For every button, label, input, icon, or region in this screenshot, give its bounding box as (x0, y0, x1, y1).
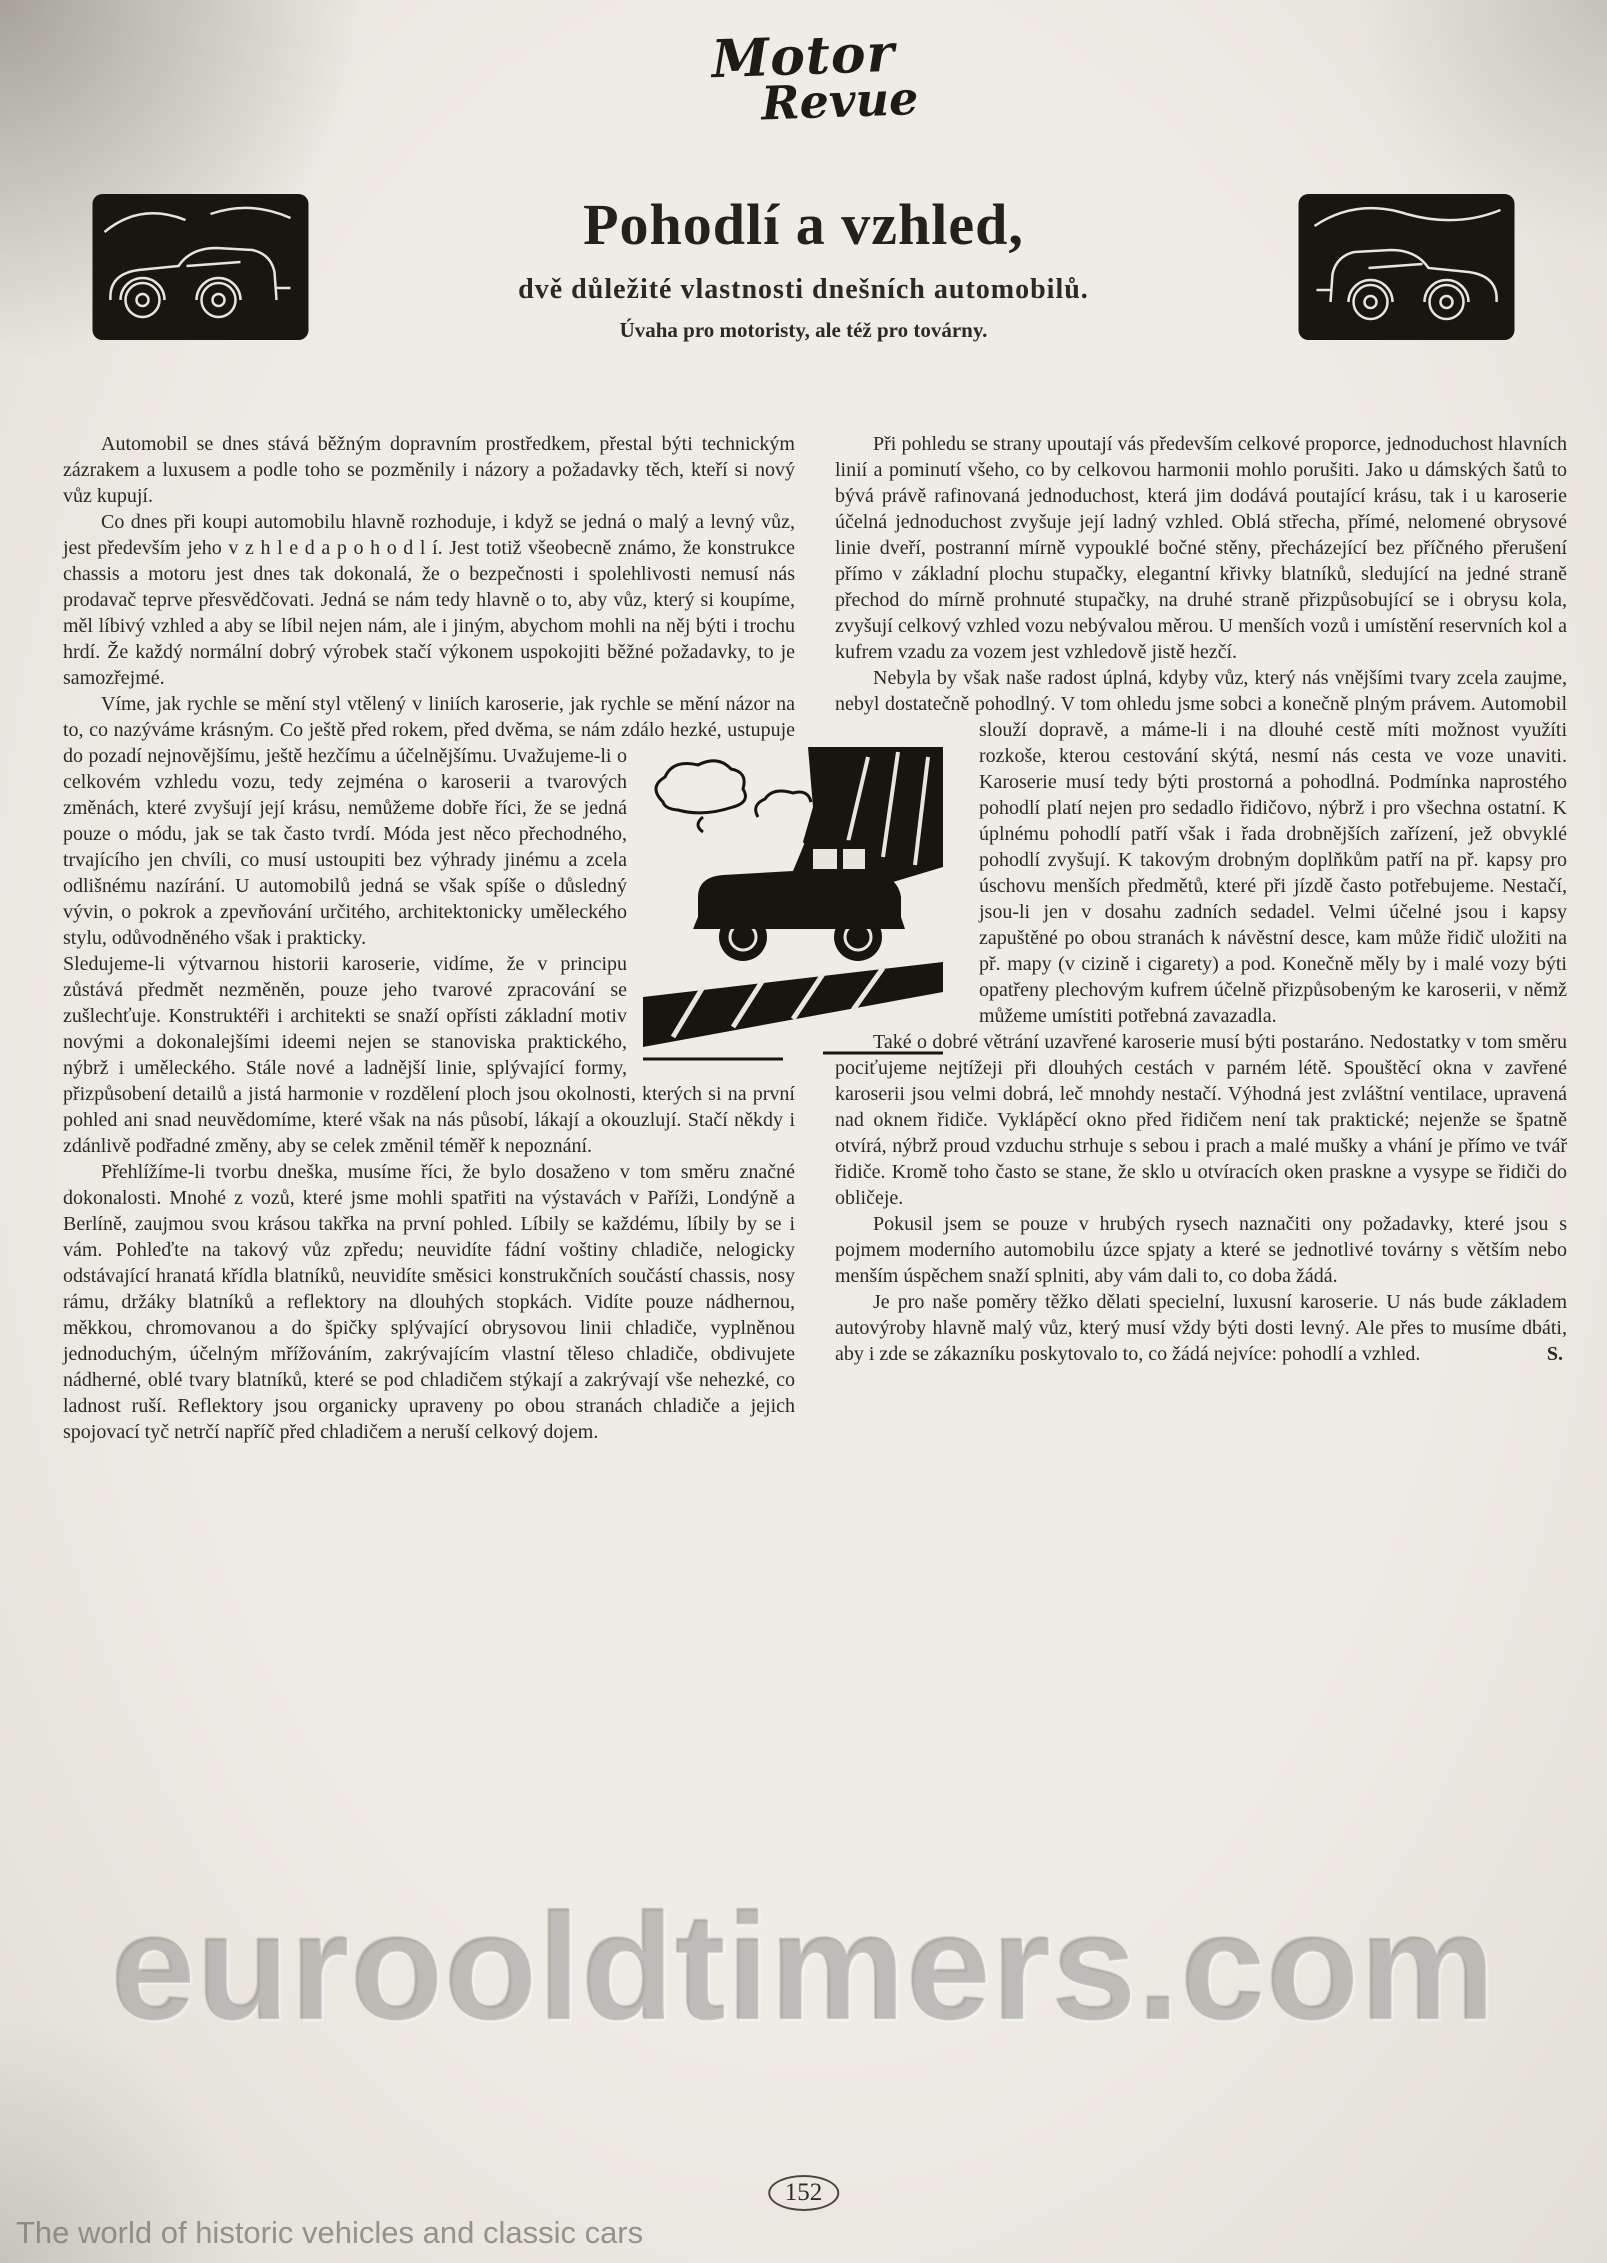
paragraph-text: Víme, jak rychle se mění styl vtělený v liniích karoserie, jak rychle se mění názor na to, co nazýváme krásným. Co ještě před rokem, před dvěma, se nám zdálo hezké, ustupuje do pozadí nejnovějšímu, (63, 693, 795, 767)
car-vignette-left (88, 192, 313, 342)
logo-line-motor: Motor (710, 22, 896, 91)
article-subtitle: dvě důležité vlastnosti dnešních automobilů. (518, 274, 1089, 305)
article-tagline: Úvaha pro motoristy, ale též pro továrny. (619, 318, 988, 342)
illustration-wrap-spacer (835, 717, 965, 1017)
article-body (0, 431, 1607, 1445)
column-right (835, 431, 1567, 1445)
paragraph: Co dnes při koupi automobilu hlavně rozhoduje, i když se jedná o malý a levný vůz, jest především jeho v z h l e d a p o h o d l í. Jest totiž všeobecně známo, že konstrukce chassis a motoru jest dnes tak dokonalá, že o bezpečnosti i spolehlivosti nemusí nás prodavač teprve přesvědčovati. Jedná se nám tedy hlavně o to, aby vůz, který si koupíme, měl líbivý vzhled a aby se líbil nejen nám, ale i jiným, abychom mohli na něj býti i trochu hrdí. Že každý normální dobrý výrobek stačí výkonem uspokojiti běžné požadavky, to je samozřejmé. (63, 511, 795, 689)
paragraph-text: Je pro naše poměry těžko dělati specielní, luxusní karoserie. U nás bude základem autovýroby hlavně malý vůz, který musí vždy býti dosti levný. Ale přes to musíme dbáti, aby i zde se zákazníku poskytovalo to, co žádá nejvíce: pohodlí a vzhled. (835, 1291, 1567, 1365)
paragraph: Automobil se dnes stává běžným dopravním prostředkem, přestal býti technickým zázrakem a luxusem a podle toho se pozměnily i názory a požadavky těch, kteří si nový vůz kupují. (63, 433, 795, 507)
car-vignette-right (1294, 192, 1519, 342)
paragraph (835, 1289, 1567, 1367)
magazine-logo (0, 0, 1607, 157)
logo-line-revue: Revue (760, 71, 920, 131)
paragraph: Pokusil jsem se pouze v hrubých rysech naznačiti ony požadavky, které jsou s pojmem moderního automobilu úzce spjaty a které se jednotlivé továrny s větším nebo menším úspěchem snaží splniti, aby vám dali to, co doba žádá. (835, 1213, 1567, 1287)
title-row (0, 191, 1607, 343)
article-title: Pohodlí a vzhled, (583, 192, 1024, 257)
paragraph: Sledujeme-li výtvarnou historii karoserie, vidíme, že v principu zůstává předmět nezměněn, pouze jeho tvarové zpracování se zušlechťuje. Konstruktéři i architekti se snaží opřísti základní motiv novými a dokonalejšími ideemi nejen se stanoviska praktického, nýbrž i uměleckého. Stále nové a ladnější linie, splývající formy, přizpůsobení detailů a jistá harmonie v rozdělení ploch jsou okolnosti, kterých si na první pohled ani snad neuvědomíme, které však na nás působí, lákají a okouzlují. Stačí někdy i zdánlivě podřadné změny, aby se celek změnil téměř k nepoznání. (63, 953, 795, 1157)
paragraph (63, 691, 795, 951)
paragraph: Také o dobré větrání uzavřené karoserie musí býti postaráno. Nedostatky v tom směru pociťujeme nejtížeji při dlouhých cestách v parném létě. Spouštěcí okna v zavřené karoserii jsou velmi dobrá, leč mnohdy nestačí. Výhodná jest zvláštní ventilace, upravená nad oknem řidiče. Vyklápěcí okno před řidičem není tak praktické; nejenže se špatně otvírá, nýbrž proud vzduchu strhuje s sebou i prach a malé mušky a vhání je přímo ve tvář řidiče. Kromě toho často se stane, že sklo u otvíracích oken praskne a vysype se řidiči do obličeje. (835, 1031, 1567, 1209)
title-block (341, 191, 1266, 343)
page-number: 152 (768, 2175, 840, 2211)
paragraph (835, 665, 1567, 1029)
paragraph-text: Nebyla by však naše radost úplná, kdyby vůz, který nás vnějšími tvary zcela zaujme, nebyl dostatečně pohodlný. V tom ohledu jsme sobci a konečně plným právem. Automobil slouží dopravě, a máme-li (835, 667, 1567, 741)
paragraph: Při pohledu se strany upoutají vás především celkové proporce, jednoduchost hlavních linií a pominutí všeho, co by celkovou harmonii mohlo porušiti. Jako u dámských šatů to bývá právě rafinovaná jednoduchost, která jim dodává poutající krásu, tak i u karoserie účelná jednoduchost zvyšuje její ladný vzhled. Oblá střecha, přímé, nelomené obrysové linie dveří, postranní mírně vypouklé bočné stěny, přecházející bez příčného přerušení přímo v základní plochu stupačky, elegantní křivky blatníků, sledující na jedné straně přechod do mírně prohnuté stupačky, na druhé straně přizpůsobující se i obrysu kola, zvyšují celkový vzhled vozu nebývalou měrou. U menších vozů i umístění reservních kol a kufrem vzadu za vozem jest vzhledově jistě hezčí. (835, 433, 1567, 663)
paragraph-text: ještě hezčímu a účelnějšímu. Uvažujeme-li o celkovém vzhledu vozu, tedy zejména o karoserii a tvarových změnách, které zvyšují její krásu, nemůžeme dobře říci, že se jedná pouze o módu, jak se tak často tvrdí. Móda jest něco přechodného, trvajícího jen chvíli, co musí ustoupiti bez výhrady jinému a zcela odlišnému nazírání. U automobilů jedná se však spíše o důsledný vývin, o pokrok a zpevňování určitého, architektonicky uměleckého stylu, odůvodněného však i prakticky. (63, 745, 628, 949)
paragraph: Přehlížíme-li tvorbu dneška, musíme říci, že bylo dosaženo v tom směru značné dokonalosti. Mnohé z vozů, které jsme mohli spatřiti na výstavách v Paříži, Londýně a Berlíně, zaujmou svou krásou takřka na první pohled. Líbily se každému, líbily by se i vám. Pohleďte na takový vůz zpředu; neuvidíte fádní voštiny chladiče, nelogicky odstávající hranatá křídla blatníků, neuvidíte směsici konstrukčních součástí chassis, nosy rámu, držáky blatníků a reflektory na dlouhých stopkách. Vidíte pouze nádhernou, měkkou, chromovanou a do špičky splývající obrysovou linii chladiče, vyplněnou jednoduchým, účelným mřížováním, zakrývajícím vlastní těleso chladiče, obdivujete nádherné, oblé tvary blatníků, které se pod chladičem stýkají a zakrývají vše nehezké, co ladnost ruší. Reflektory jsou organicky upraveny po obou stranách chladiče a jejich spojovací tyč netrčí napříč před chladičem a neruší celkový dojem. (63, 1161, 795, 1443)
watermark-slogan: The world of historic vehicles and classic cars (16, 2215, 644, 2250)
author-signature: S. (1546, 1343, 1563, 1365)
paragraph-text: i na dlouhé cestě míti možnost využíti rozkoše, kterou cestování skýtá, nesmí nás cesta ve voze unaviti. Karoserie musí tedy býti prostorná a pohodlná. Podmínka naprostého pohodlí platí nejen pro sedadlo řidičovo, nýbrž i pro všechna ostatní. K úplnému pohodlí patří však i řada drobnějších zařízení, jež obvyklé pohodlí zvyšují. K takovým drobným doplňkům patří na př. kapsy pro úschovu menších předmětů, které při jízdě často potřebujeme. Nestačí, jsou-li jen v dosahu zadních sedadel. Velmi účelné jsou i kapsy zapuštěné po obou stranách k návěstní desce, kam může řidič uložiti na př. mapy (v cizině i cigarety) a pod. Konečně měly by i malé vozy býti opatřeny plechovým kufrem účelně přizpůsobeným ke karoserii, v němž můžeme umístiti potřebná zavazadla. (979, 719, 1567, 1027)
watermark-large: eurooldtimers.com (110, 1882, 1497, 2052)
column-left (63, 431, 795, 1445)
